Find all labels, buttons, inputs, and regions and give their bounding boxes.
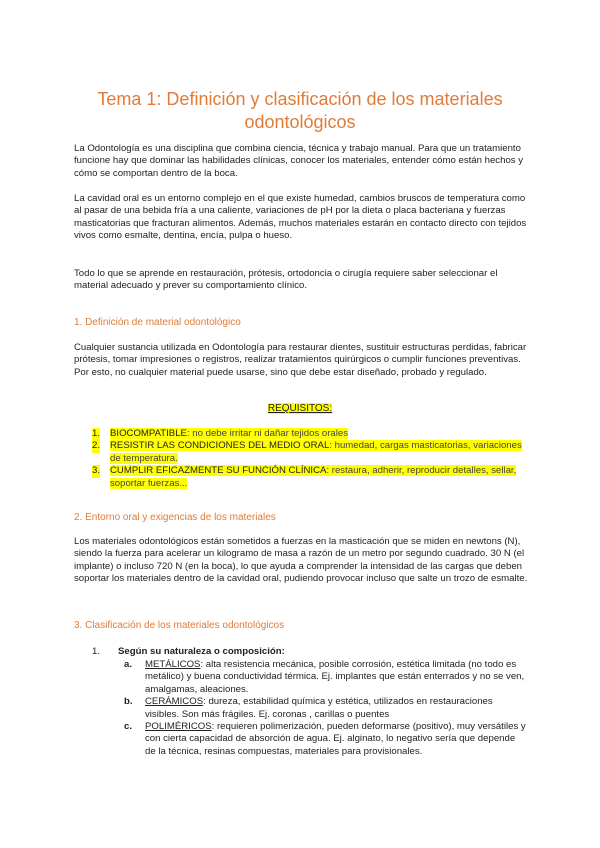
document-page: Tema 1: Definición y clasificación de los materiales odontológicos La Odontología es una disciplina que combina ciencia, técnica y trabajo manual. Para que un tratamiento funcione hay que dominar las habilidades clínicas, conocer los materiales, entender cómo están hechos y cómo se comportan dentro de la boca. La cavidad oral es un entorno complejo en el que existe humedad, cambios bruscos de temperatura como al pasar de una bebida fría a una caliente, variaciones de pH por la dieta o placa bacteriana y fuerzas masticatorias que fracturan alimentos. Además, muchos materiales estarán en contacto directo con tejidos vivos como esmalte, dentina, encía, pulpa o hueso. Todo lo que se aprende en restauración, prótesis, ortodoncia o cirugía requiere saber seleccionar el material adecuado y prever su comportamiento clínico. 1. Definición de material odontológico Cualquier sustancia utilizada en Odontología para restaurar dientes, sustituir estructuras perdidas, fabricar prótesis, tomar impresiones o registros, realizar tratamientos quirúrgicos o cumplir funciones preventivas. Por esto, no cualquier material puede usarse, sino que debe estar diseñado, probado y regulado. REQUISITOS: 1. BIOCOMPATIBLE: no debe irritar ni dañar tejidos orales 2. RESISTIR LAS CONDICIONES DEL MEDIO ORAL: humedad, cargas masticatorias, variaciones de temperatura. 3. CUMPLIR EFICAZMENTE SU FUNCIÓN CLÍNICA: restaura, adherir, reproducir detalles, sellar, soportar fuerzas... 2. Entorno oral y exigencias de los materiales Los materiales odontológicos están sometidos a fuerzas en la masticación que se miden en newtons (N), siendo la fuerza para acelerar un kilogramo de masa a razón de un metro por segundo cuadrado. 30 N (el implante) o incluso 720 N (en la boca), lo que ayuda a comprender la intensidad de las cargas que deben soportar los materiales dentro de la cavidad oral, pudiendo provocar incluso que salte un trozo de esmalte. 3. Clasificación de los materiales odontológicos 1. Según su naturaleza o composición: a. METÁLICOS: alta resistencia mecánica, posible corrosión, estética limitada (no todo es metálico) y buena conductividad térmica. Ej. implantes que están enterrados y no se ven, amalgamas, aleaciones. b. CERÁMICOS: dureza, estabilidad química y estética, utilizados en restauraciones visibles. Son más frágiles. Ej. coronas , carillas o puentes c. POLIMÉRICOS: requieren polimerización, pueden deformarse (positivo), muy versátiles y con cierta capacidad de absorción de agua. Ej. alginato, lo negativo sería que depende de la técnica, resinas compuestas, materiales para provisionales.: [0, 0, 600, 848]
list-item: c. POLIMÉRICOS: requieren polimerización, pueden deformarse (positivo), muy versátiles y con cierta capacidad de absorción de agua. Ej. alginato, lo negativo sería que depende de la técnica, resinas compuestas, materiales para provisionales.: [124, 721, 526, 757]
section-1-body: Cualquier sustancia utilizada en Odontología para restaurar dientes, sustituir estructuras perdidas, fabricar prótesis, tomar impresiones o registros, realizar tratamientos quirúrgicos o cumplir funciones preventivas. Por esto, no cualquier material puede usarse, sino que debe estar diseñado, probado y regulado.: [74, 342, 527, 378]
section-2-body: Los materiales odontológicos están sometidos a fuerzas en la masticación que se miden en newtons (N), siendo la fuerza para acelerar un kilogramo de masa a razón de un metro por segundo cuadrado. 30 N (el implante) o incluso 720 N (en la boca), lo que ayuda a comprender la intensidad de las cargas que deben soportar los materiales dentro de la cavidad oral, pudiendo provocar incluso que salte un trozo de esmalte.: [74, 536, 528, 585]
requisitos-list: [92, 428, 528, 490]
intro-paragraph-3: Todo lo que se aprende en restauración, prótesis, ortodoncia o cirugía requiere saber seleccionar el material adecuado y prever su comportamiento clínico.: [74, 268, 498, 292]
requisitos-title: REQUISITOS:: [267, 403, 333, 414]
document-title: Tema 1: Definición y clasificación de los materiales odontológicos: [97, 89, 503, 132]
intro-paragraph-1: La Odontología es una disciplina que combina ciencia, técnica y trabajo manual. Para que un tratamiento funcione hay que dominar las habilidades clínicas, conocer los materiales, entender cómo están hechos y cómo se comportan dentro de la boca.: [74, 143, 524, 179]
section-3-heading: 3. Clasificación de los materiales odontológicos: [74, 620, 285, 631]
section-2-heading: 2. Entorno oral y exigencias de los materiales: [74, 512, 276, 523]
intro-paragraph-2: La cavidad oral es un entorno complejo en el que existe humedad, cambios bruscos de temperatura como al pasar de una bebida fría a una caliente, variaciones de pH por la dieta o placa bacteriana y fuerzas masticatorias que fracturan alimentos. Además, muchos materiales estarán en contacto directo con tejidos vivos como esmalte, dentina, encía, pulpa o hueso.: [74, 193, 527, 242]
list-item: b. CERÁMICOS: dureza, estabilidad química y estética, utilizados en restauraciones visibles. Son más frágiles. Ej. coronas , carillas o puentes: [124, 696, 493, 720]
list-item: a. METÁLICOS: alta resistencia mecánica, posible corrosión, estética limitada (no todo es metálico) y buena conductividad térmica. Ej. implantes que están enterrados y no se ven, amalgamas, aleaciones.: [124, 659, 525, 695]
list-item: 1. BIOCOMPATIBLE: no debe irritar ni dañar tejidos orales: [92, 428, 349, 439]
section-1-heading: 1. Definición de material odontológico: [74, 317, 241, 328]
list-item: 3. CUMPLIR EFICAZMENTE SU FUNCIÓN CLÍNICA: restaura, adherir, reproducir detalles, sellar, soportar fuerzas...: [92, 465, 517, 489]
composition-list: [118, 659, 528, 758]
list-item: 2. RESISTIR LAS CONDICIONES DEL MEDIO ORAL: humedad, cargas masticatorias, variaciones de temperatura.: [92, 440, 522, 464]
